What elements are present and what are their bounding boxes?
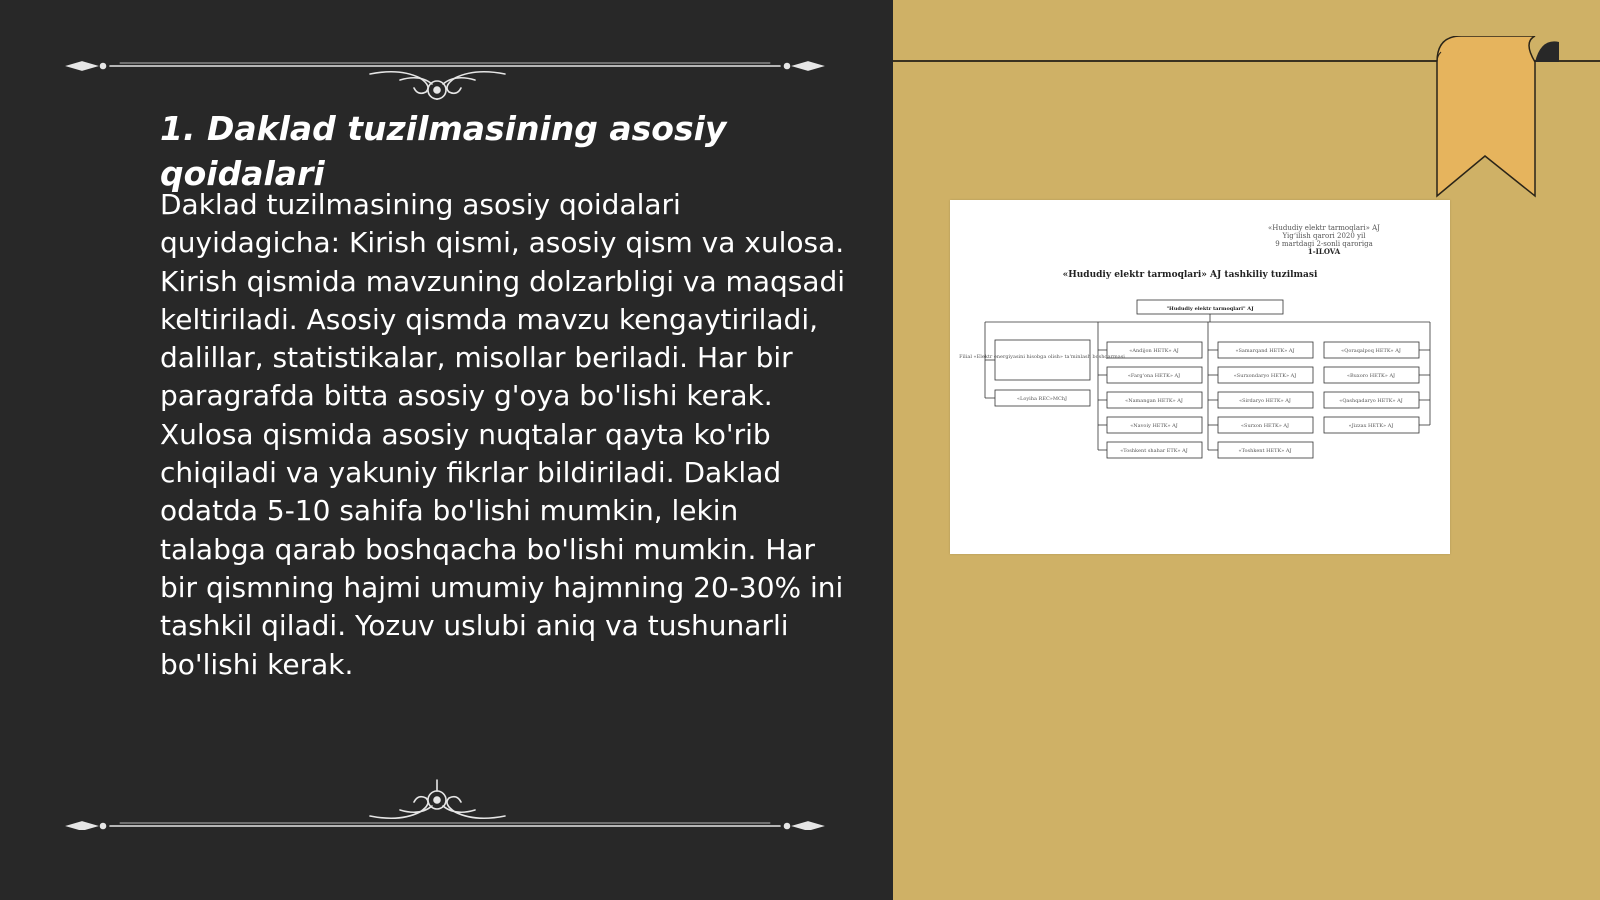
org-col2-label: «Surxondaryo HETK» AJ (1233, 373, 1297, 379)
org-col1-label: «Namangan HETK» AJ (1125, 398, 1183, 404)
org-col3-label: «Jizzax HETK» AJ (1348, 423, 1394, 429)
document-header-line: Yigʻilish qarori 2020 yil (1282, 232, 1366, 240)
document-header-line: 9 martdagi 2-sonli qaroriga (1275, 240, 1373, 248)
org-col3 (1324, 342, 1430, 433)
bookmark-ribbon-decoration (1435, 36, 1560, 201)
org-col2-label: «Samarqand HETK» AJ (1235, 348, 1295, 354)
org-root-label: "Hududiy elektr tarmoqlari" AJ (1166, 306, 1254, 312)
org-col3-label: «Qashqadaryo HETK» AJ (1339, 398, 1403, 404)
org-left-label: «Loyiha REC»MChJ (1016, 396, 1068, 402)
org-left-label: Filial «Elektr energiyasini hisobga olish» ta'minlash boshqarmasi (959, 354, 1125, 360)
org-col2-label: «Sirdaryo HETK» AJ (1239, 398, 1291, 404)
org-col1-label: «Toshkent shahar ETK» AJ (1120, 448, 1188, 454)
org-chart-document-image (950, 200, 1450, 554)
org-col1-label: «Farg'ona HETK» AJ (1127, 373, 1181, 379)
org-left-box (995, 340, 1090, 380)
document-header-line: 1-ILOVA (1307, 247, 1341, 256)
org-col1-label: «Navoiy HETK» AJ (1130, 423, 1178, 429)
org-col1-label: «Andijon HETK» AJ (1129, 348, 1179, 354)
document-title: «Hududiy elektr tarmoqlari» AJ tashkiliy tuzilmasi (1062, 270, 1318, 280)
bottom-flourish-ornament (60, 770, 830, 830)
org-chart (950, 200, 1450, 554)
org-col3-label: «Qoraqalpoq HETK» AJ (1341, 348, 1401, 354)
document-header-line: «Hududiy elektr tarmoqlari» AJ (1268, 224, 1380, 232)
slide-title: 1. Daklad tuzilmasining asosiy qoidalari (160, 109, 727, 193)
slide-body-text: Daklad tuzilmasining asosiy qoidalari quyidagicha: Kirish qismi, asosiy qism va xulosa. Kirish qismida mavzuning dolzarbligi va maqsadi keltiriladi. Asosiy qismda mavzu kengaytiriladi, dalillar, statistikalar, misollar beriladi. Har bir paragrafda bitta asosiy g'oya bo'lishi kerak. Xulosa qismida asosiy nuqtalar qayta ko'rib chiqiladi va yakuniy fikrlar bildiriladi. Daklad odatda 5-10 sahifa bo'lishi mumkin, lekin talabga qarab boshqacha bo'lishi mumkin. Har bir qismning hajmi umumiy hajmning 20-30% ini tashkil qiladi. Yozuv uslubi aniq va tushunarli bo'lishi kerak. (160, 188, 846, 681)
org-col2-label: «Toshkent HETK» AJ (1238, 448, 1292, 454)
org-col3-label: «Buxoro HETK» AJ (1346, 373, 1396, 379)
top-flourish-ornament (60, 40, 830, 100)
org-col2-label: «Surxon HETK» AJ (1240, 423, 1290, 429)
